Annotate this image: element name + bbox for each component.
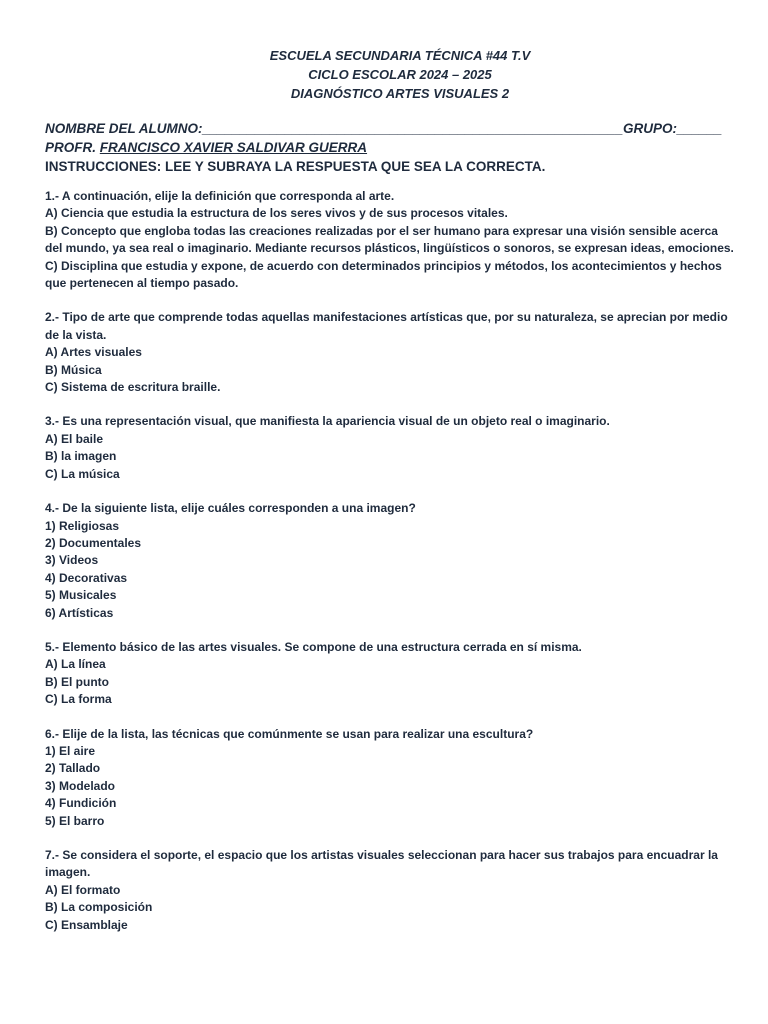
instructions: INSTRUCCIONES: LEE Y SUBRAYA LA RESPUESTA QUE SEA LA CORRECTA. [45,159,546,174]
answer-option: 3) Videos [45,553,99,568]
exam-page [45,46,735,951]
answer-option: 4) Decorativas [45,570,128,585]
student-line [45,119,735,138]
question-3 [45,413,735,483]
answer-option: 2) Documentales [45,535,142,550]
teacher-label: PROFR. [45,140,97,155]
answer-option: C) Ensamblaje [45,917,128,932]
answer-option: C) La forma [45,692,112,707]
answer-option: 6) Artísticas [45,605,114,620]
answer-option: C) Sistema de escritura braille. [45,380,221,395]
answer-option: B) El punto [45,674,109,689]
answer-option: 5) El barro [45,813,105,828]
document-header [55,46,745,103]
teacher-name: FRANCISCO XAVIER SALDIVAR GUERRA [99,140,368,155]
question-stem: 2.- Tipo de arte que comprende todas aquellas manifestaciones artísticas que, por su naturaleza, se aprecian por medio de la vista. [45,310,728,342]
answer-option: 1) El aire [45,743,96,758]
group-blank: ______ [676,121,723,136]
question-6 [45,726,735,830]
answer-option: B) Concepto que engloba todas las creaciones realizadas por el ser humano para expresar una visión sensible acerca del mundo, ya sea real o imaginario. Mediante recursos plásticos, lingüísticos o sonoros, se expresan ideas, emociones. [45,223,734,256]
answer-option: 2) Tallado [45,761,101,776]
answer-option: C) La música [45,466,120,481]
school-name: ESCUELA SECUNDARIA TÉCNICA #44 T.V [269,48,531,63]
answer-option: A) La línea [45,657,106,672]
question-2 [45,309,735,396]
question-stem: 4.- De la siguiente lista, elije cuáles corresponden a una imagen? [45,501,416,516]
question-1 [45,188,735,292]
student-label: NOMBRE DEL ALUMNO: [45,121,203,136]
exam-title: DIAGNÓSTICO ARTES VISUALES 2 [290,86,510,101]
student-name-blank: ________________________________________________________ [202,121,623,136]
answer-option: A) Artes visuales [45,345,142,360]
answer-option: 1) Religiosas [45,518,120,533]
question-stem: 6.- Elije de la lista, las técnicas que comúnmente se usan para realizar una escultura? [45,726,534,741]
answer-option: C) Disciplina que estudia y expone, de acuerdo con determinados principios y métodos, los acontecimientos y hechos que pertenecen al tiempo pasado. [45,258,722,291]
answer-option: A) El baile [45,431,104,446]
answer-option: 5) Musicales [45,588,117,603]
school-cycle: CICLO ESCOLAR 2024 – 2025 [308,67,492,82]
answer-option: A) Ciencia que estudia la estructura de los seres vivos y de sus procesos vitales. [45,206,508,221]
group-label: GRUPO: [622,121,677,136]
questions-list [45,188,735,934]
teacher-line [45,138,735,157]
answer-option: 4) Fundición [45,796,117,811]
exam-meta [45,119,735,176]
question-stem: 5.- Elemento básico de las artes visuales. Se compone de una estructura cerrada en sí misma. [45,639,582,654]
answer-option: B) la imagen [45,449,117,464]
answer-option: B) La composición [45,900,153,915]
answer-option: A) El formato [45,882,121,897]
question-stem: 7.- Se considera el soporte, el espacio que los artistas visuales seleccionan para hacer sus trabajos para encuadrar la imagen. [45,848,718,880]
question-stem: 1.- A continuación, elije la definición que corresponda al arte. [45,189,395,203]
question-4 [45,500,735,622]
question-stem: 3.- Es una representación visual, que manifiesta la apariencia visual de un objeto real o imaginario. [45,414,610,429]
question-7 [45,847,735,934]
answer-option: 3) Modelado [45,778,116,793]
answer-option: B) Música [45,362,102,377]
question-5 [45,639,735,709]
